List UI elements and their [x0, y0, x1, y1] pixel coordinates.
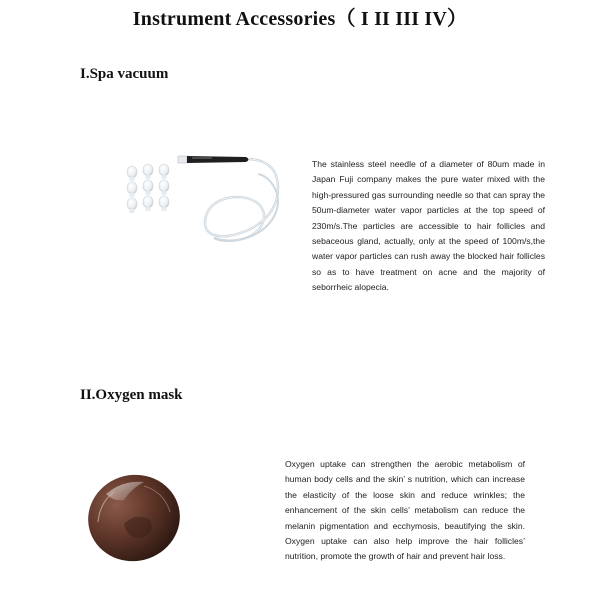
oxygen-mask-image [84, 472, 187, 563]
page-title: Instrument Accessories（ I II III IV） [132, 8, 468, 30]
section-heading-oxygen-mask: II.Oxygen mask [80, 387, 183, 403]
oxygen-mask-description: Oxygen uptake can strengthen the aerobic metabolism of human body cells and the skin’ s nutrition, which can increase the elasticity of the loose skin and reduce wrinkles; the enhancement of the skin cells’ metabolism can reduce the melanin pigmentation and ecchymosis, beautifying the skin. Oxygen uptake can also help improve the hair follicles’ nutrition, promote the growth of hair and prevent hair loss. [285, 459, 525, 562]
spa-vacuum-image [118, 150, 300, 250]
section-heading-spa-vacuum: I.Spa vacuum [80, 66, 169, 82]
spa-vacuum-description: The stainless steel needle of a diameter of 80um made in Japan Fuji company makes the pure water mixed with the high-pressured gas surrounding needle so that can spray the 50um-diameter water vapor particles at the top speed of 230m/s.The particles are accessible to hair follicles and sebaceous gland, actually, only at the speed of 100m/s,the water vapor particles can rush away the blocked hair follicles so as to have treatment on acne and the majority of seborrheic alopecia. [312, 159, 545, 293]
